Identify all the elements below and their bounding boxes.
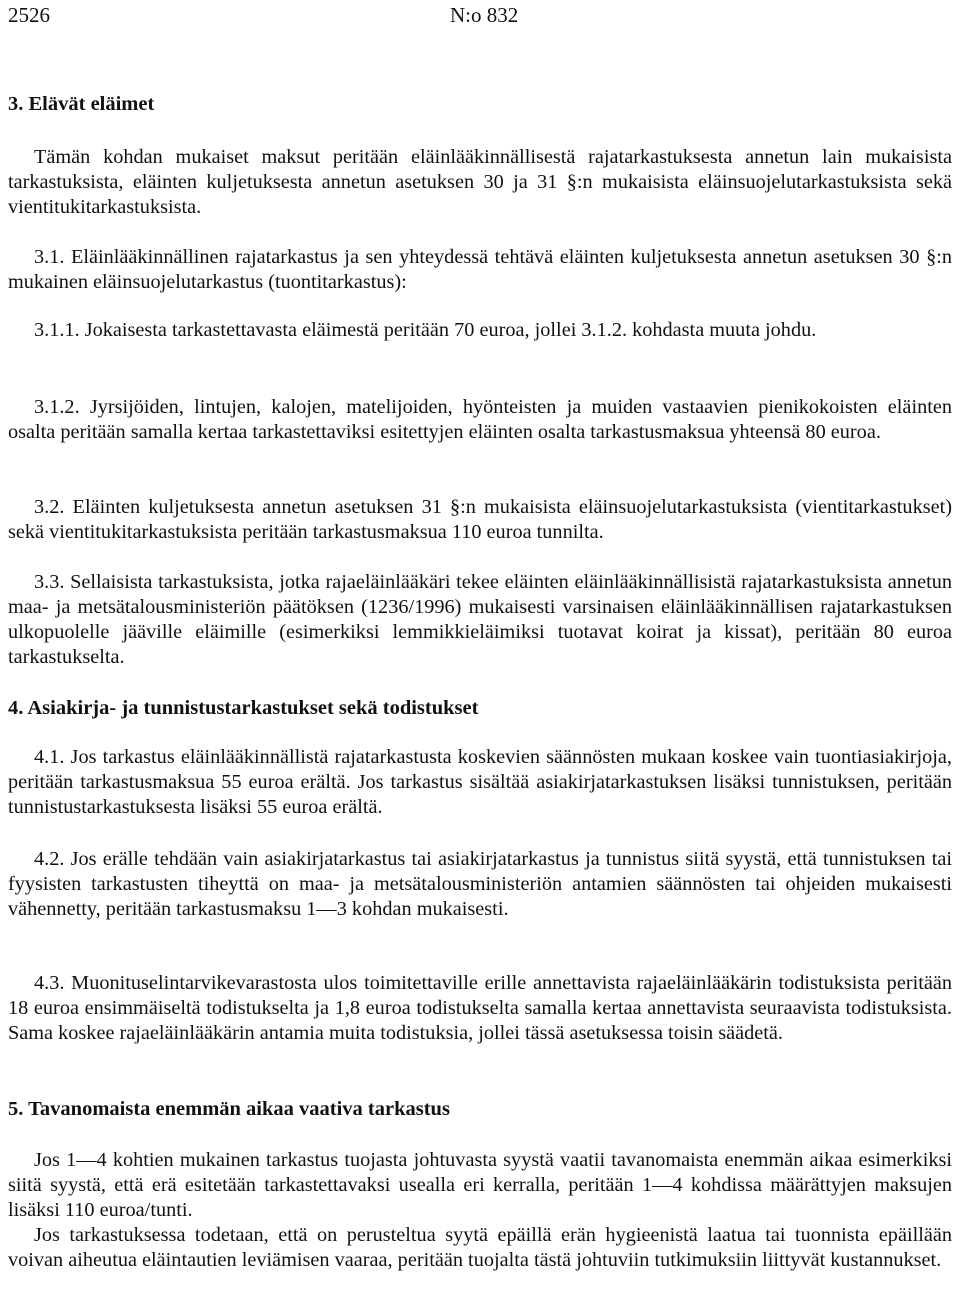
section-4-heading: 4. Asiakirja- ja tunnistustarkastukset sekä todistukset [8, 697, 479, 719]
section-3-intro: Tämän kohdan mukaiset maksut peritään eläinlääkinnällisestä rajatarkastuksesta annetun lain mukaisista tarkastuksista, eläinten kuljetuksesta annetun asetuksen 30 ja 31 §:n mukaisista eläinsuojelutarkastuksista sekä vientitukitarkastuksista. [8, 146, 952, 218]
page-header [8, 2, 952, 28]
paragraph-4-2: 4.2. Jos erälle tehdään vain asiakirjatarkastus tai asiakirjatarkastus ja tunnistus siitä syystä, että tunnistuksen tai fyysisten tarkastusten tiheyttä on maa- ja metsätalousministeriön antamien säännösten tai ohjeiden mukaisesti vähennetty, peritään tarkastusmaksu 1—3 kohdan mukaisesti. [8, 848, 952, 920]
page-number: 2526 [8, 3, 50, 27]
section-3-heading: 3. Elävät eläimet [8, 93, 155, 115]
paragraph-3-1-1: 3.1.1. Jokaisesta tarkastettavasta eläimestä peritään 70 euroa, jollei 3.1.2. kohdasta muuta johdu. [34, 319, 817, 341]
paragraph-5-a: Jos 1—4 kohtien mukainen tarkastus tuojasta johtuvasta syystä vaatii tavanomaista enemmän aikaa esimerkiksi siitä syystä, että erä esitetään tarkastettavaksi usealla eri kerralla, peritään 1—4 kohdissa määrättyjen maksujen lisäksi 110 euroa/tunti. [8, 1149, 952, 1221]
issue-number: N:o 832 [450, 3, 519, 27]
paragraph-3-1: 3.1. Eläinlääkinnällinen rajatarkastus ja sen yhteydessä tehtävä eläinten kuljetuksesta annetun asetuksen 30 §:n mukainen eläinsuojelutarkastus (tuontitarkastus): [8, 246, 952, 293]
section-5-heading: 5. Tavanomaista enemmän aikaa vaativa tarkastus [8, 1098, 450, 1120]
paragraph-3-1-2: 3.1.2. Jyrsijöiden, lintujen, kalojen, matelijoiden, hyönteisten ja muiden vastaavien pienikokoisten eläinten osalta peritään samalla kertaa tarkastettaviksi esitettyjen eläinten osalta tarkastusmaksua yhteensä 80 euroa. [8, 396, 952, 443]
paragraph-3-2: 3.2. Eläinten kuljetuksesta annetun asetuksen 31 §:n mukaisista eläinsuojelutarkastuksista (vientitarkastukset) sekä vientitukitarkastuksista peritään tarkastusmaksua 110 euroa tunnilta. [8, 496, 952, 543]
paragraph-3-3: 3.3. Sellaisista tarkastuksista, jotka rajaeläinlääkäri tekee eläinten eläinlääkinnällisistä rajatarkastuksista annetun maa- ja metsätalousministeriön päätöksen (1236/1996) mukaisesti varsinaisen eläinlääkinnällisen rajatarkastuksen ulkopuolelle jääville eläimille (esimerkiksi lemmikkieläimiksi tuotavat koirat ja kissat), peritään 80 euroa tarkastukselta. [8, 571, 952, 668]
paragraph-4-3: 4.3. Muonituselintarvikevarastosta ulos toimitettaville erille annettavista rajaeläinlääkärin todistuksista peritään 18 euroa ensimmäiseltä todistukselta ja 1,8 euroa todistukselta samalla kertaa annettavista seuraavista todistuksista. Sama koskee rajaeläinlääkärin antamia muita todistuksia, jollei tässä asetuksessa toisin säädetä. [8, 972, 952, 1044]
paragraph-5-b: Jos tarkastuksessa todetaan, että on perusteltua syytä epäillä erän hygieenistä laatua tai tuonnista epäillään voivan aiheutua eläintautien leviämisen vaaraa, peritään tuojalta tästä johtuviin tutkimuksiin liittyvät kustannukset. [8, 1224, 952, 1271]
paragraph-4-1: 4.1. Jos tarkastus eläinlääkinnällistä rajatarkastusta koskevien säännösten mukaan koskee vain tuontiasiakirjoja, peritään tarkastusmaksua 55 euroa erältä. Jos tarkastus sisältää asiakirjatarkastuksen lisäksi tunnistuksen, peritään tunnistustarkastuksesta lisäksi 55 euroa erältä. [8, 746, 952, 818]
